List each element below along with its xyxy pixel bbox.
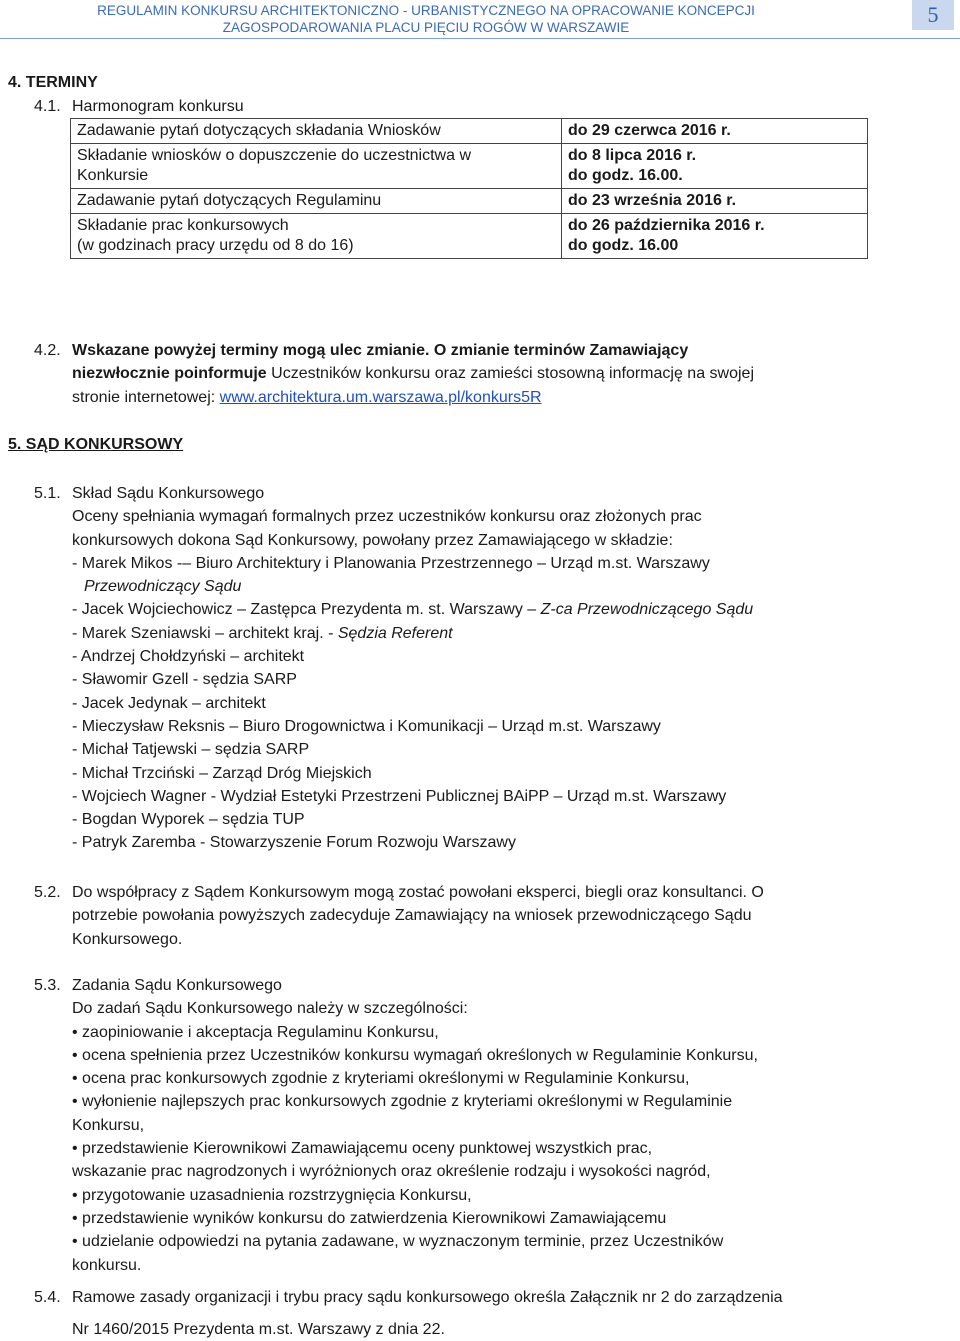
task-cell: Zadawanie pytań dotyczących Regulaminu: [71, 189, 562, 214]
list-item: • przedstawienie Kierownikowi Zamawiającemu oceny punktowej wszystkich prac,: [72, 1140, 653, 1158]
paragraph-line: Nr 1460/2015 Prezydenta m.st. Warszawy z dnia 22.: [72, 1321, 445, 1338]
jury-composition: Skład Sądu Konkursowego Oceny spełniania wymagań formalnych przez uczestników konkursu oraz złożonych prac konkursowych dokona Sąd Konkursowy, powołany przez Zamawiającego w składzie: - Marek Mikos -– Biuro Architektury i Planowania Przestrzennego – Urząd m.st. Warszawy Przewodniczący Sądu - Jacek Wojciechowicz – Zastępca Prezydenta m. st. Warszawy – Z-ca Przewodniczącego Sądu - Marek Szeniawski – architekt kraj. - Sędzia Referent - Andrzej Chołdzyński – architekt - Sławomir Gzell - sędzia SARP - Jacek Jedynak – architekt - Mieczysław Reksnis – Biuro Drogownictwa i Komunikacji – Urząd m.st. Warszawy - Michał Tatjewski – sędzia SARP - Michał Trzciński – Zarząd Dróg Miejskich - Wojciech Wagner - Wydział Estetyki Przestrzeni Publicznej BAiPP – Urząd m.st. Warszawy - Bogdan Wyporek – sędzia TUP - Patryk Zaremba - Stowarzyszenie Forum Rozwoju Warszawy: [72, 482, 753, 855]
subsection-number: 4.2.: [34, 342, 61, 359]
jury-member: - Bogdan Wyporek – sędzia TUP: [72, 811, 305, 829]
paragraph-line: [72, 339, 688, 362]
list-item: • przedstawienie wyników konkursu do zatwierdzenia Kierownikowi Zamawiającemu: [72, 1209, 667, 1227]
table-row: [71, 119, 868, 144]
paragraph-line: stronie internetowej: www.architektura.um.warszawa.pl/konkurs5R: [72, 389, 542, 406]
notice-bold: Wskazane powyżej terminy mogą ulec zmianie.: [72, 342, 430, 359]
subsection-title: Skład Sądu Konkursowego: [72, 485, 265, 502]
list-item-continued: wskazanie prac nagrodzonych i wyróżnionych oraz określenie rodzaju i wysokości nagród,: [72, 1163, 711, 1181]
list-item-continued: Konkursu,: [72, 1116, 145, 1134]
paragraph-line: niezwłocznie poinformuje Uczestników konkursu oraz zamieści stosowną informację na swojej: [72, 365, 754, 382]
task-cell: Zadawanie pytań dotyczących składania Wniosków: [71, 119, 562, 144]
list-item: • ocena prac konkursowych zgodnie z kryteriami określonymi w Regulaminie Konkursu,: [72, 1070, 690, 1088]
schedule-table: [70, 118, 868, 259]
list-item: • wyłonienie najlepszych prac konkursowych zgodnie z kryteriami określonymi w Regulaminie: [72, 1093, 733, 1111]
jury-member: - Patryk Zaremba - Stowarzyszenie Forum Rozwoju Warszawy: [72, 834, 516, 852]
jury-member: - Jacek Wojciechowicz – Zastępca Prezydenta m. st. Warszawy – Z-ca Przewodniczącego Sądu: [72, 601, 754, 619]
deadline-cell: do 8 lipca 2016 r. do godz. 16.00.: [562, 144, 868, 189]
table-row: [71, 214, 868, 259]
deadline-cell: do 29 czerwca 2016 r.: [562, 119, 868, 144]
jury-member: - Andrzej Chołdzyński – architekt: [72, 648, 305, 666]
jury-member: - Marek Mikos -– Biuro Architektury i Planowania Przestrzennego – Urząd m.st. Warszawy: [72, 554, 710, 572]
page-number: 5: [912, 0, 954, 30]
list-item: • ocena spełnienia przez Uczestników konkursu wymagań określonych w Regulaminie Konkursu,: [72, 1046, 758, 1064]
jury-member: - Jacek Jedynak – architekt: [72, 694, 266, 712]
table-row: [71, 189, 868, 214]
jury-member: - Michał Tatjewski – sędzia SARP: [72, 741, 310, 759]
jury-member: - Sławomir Gzell - sędzia SARP: [72, 671, 297, 689]
jury-role: Sędzia Referent: [337, 624, 453, 642]
jury-tasks: Zadania Sądu Konkursowego Do zadań Sądu Konkursowego należy w szczególności: • zaopiniowanie i akceptacja Regulaminu Konkursu, • ocena spełnienia przez Uczestników konkursu wymagań określonych w Regulaminie Konkursu, • ocena prac konkursowych zgodnie z kryteriami określonymi w Regulaminie Konkursu, • wyłonienie najlepszych prac konkursowych zgodnie z kryteriami określonymi w Regulaminie Konkursu, • przedstawienie Kierownikowi Zamawiającemu oceny punktowej wszystkich prac, wskazanie prac nagrodzonych i wyróżnionych oraz określenie rodzaju i wysokości nagród, • przygotowanie uzasadnienia rozstrzygnięcia Konkursu, • przedstawienie wyników konkursu do zatwierdzenia Kierownikowi Zamawiającemu • udzielanie odpowiedzi na pytania zadawane, w wyznaczonym terminie, przez Uczestników konkursu.: [72, 974, 758, 1277]
subsection-number: 5.1.: [34, 485, 61, 502]
deadline-cell: do 23 września 2016 r.: [562, 189, 868, 214]
subsection-title: Zadania Sądu Konkursowego: [72, 977, 282, 994]
table-row: [71, 144, 868, 189]
task-cell: Składanie wniosków o dopuszczenie do uczestnictwa w Konkursie: [71, 144, 562, 189]
subsection-number: 5.4.: [34, 1289, 61, 1306]
deadline-cell: do 26 października 2016 r. do godz. 16.00: [562, 214, 868, 259]
section-4-heading: 4. TERMINY: [8, 74, 98, 91]
subsection-number: 5.3.: [34, 977, 61, 994]
jury-role: Przewodniczący Sądu: [84, 578, 242, 596]
jury-role: Z-ca Przewodniczącego Sądu: [540, 601, 754, 619]
experts-paragraph: Do współpracy z Sądem Konkursowym mogą zostać powołani eksperci, biegli oraz konsultanci. O potrzebie powołania powyższych zadecyduje Zamawiający na wniosek przewodniczącego Sądu Konkursowego.: [72, 884, 764, 948]
list-item: • przygotowanie uzasadnienia rozstrzygnięcia Konkursu,: [72, 1186, 472, 1204]
notice-bold-2: O zmianie terminów Zamawiający: [433, 342, 689, 359]
subsection-number: 4.1.: [34, 98, 61, 115]
competition-website-link[interactable]: www.architektura.um.warszawa.pl/konkurs5R: [219, 389, 542, 406]
jury-member: - Michał Trzciński – Zarząd Dróg Miejskich: [72, 764, 372, 782]
list-item: • zaopiniowanie i akceptacja Regulaminu Konkursu,: [72, 1023, 439, 1041]
task-cell: Składanie prac konkursowych (w godzinach pracy urzędu od 8 do 16): [71, 214, 562, 259]
jury-member: - Wojciech Wagner - Wydział Estetyki Przestrzeni Publicznej BAiPP – Urząd m.st. Warszawy: [72, 787, 727, 805]
subsection-number: 5.2.: [34, 884, 61, 901]
list-item: • udzielanie odpowiedzi na pytania zadawane, w wyznaczonym terminie, przez Uczestników: [72, 1233, 724, 1251]
page-header: [0, 0, 960, 39]
section-5-heading: 5. SĄD KONKURSOWY: [8, 436, 184, 453]
jury-member: - Marek Szeniawski – architekt kraj. - Sędzia Referent: [72, 624, 453, 642]
paragraph-line: Ramowe zasady organizacji i trybu pracy sądu konkursowego określa Załącznik nr 2 do zarządzenia: [72, 1289, 783, 1306]
jury-member: - Mieczysław Reksnis – Biuro Drogownictwa i Komunikacji – Urząd m.st. Warszawy: [72, 717, 661, 735]
subsection-title: Harmonogram konkursu: [72, 98, 244, 115]
document-title: REGULAMIN KONKURSU ARCHITEKTONICZNO - URBANISTYCZNEGO NA OPRACOWANIE KONCEPCJI ZAGOSPODAROWANIA PLACU PIĘCIU ROGÓW W WARSZAWIE: [97, 3, 755, 35]
notice-bold-3: niezwłocznie poinformuje: [72, 365, 267, 382]
list-item-continued: konkursu.: [72, 1256, 142, 1274]
